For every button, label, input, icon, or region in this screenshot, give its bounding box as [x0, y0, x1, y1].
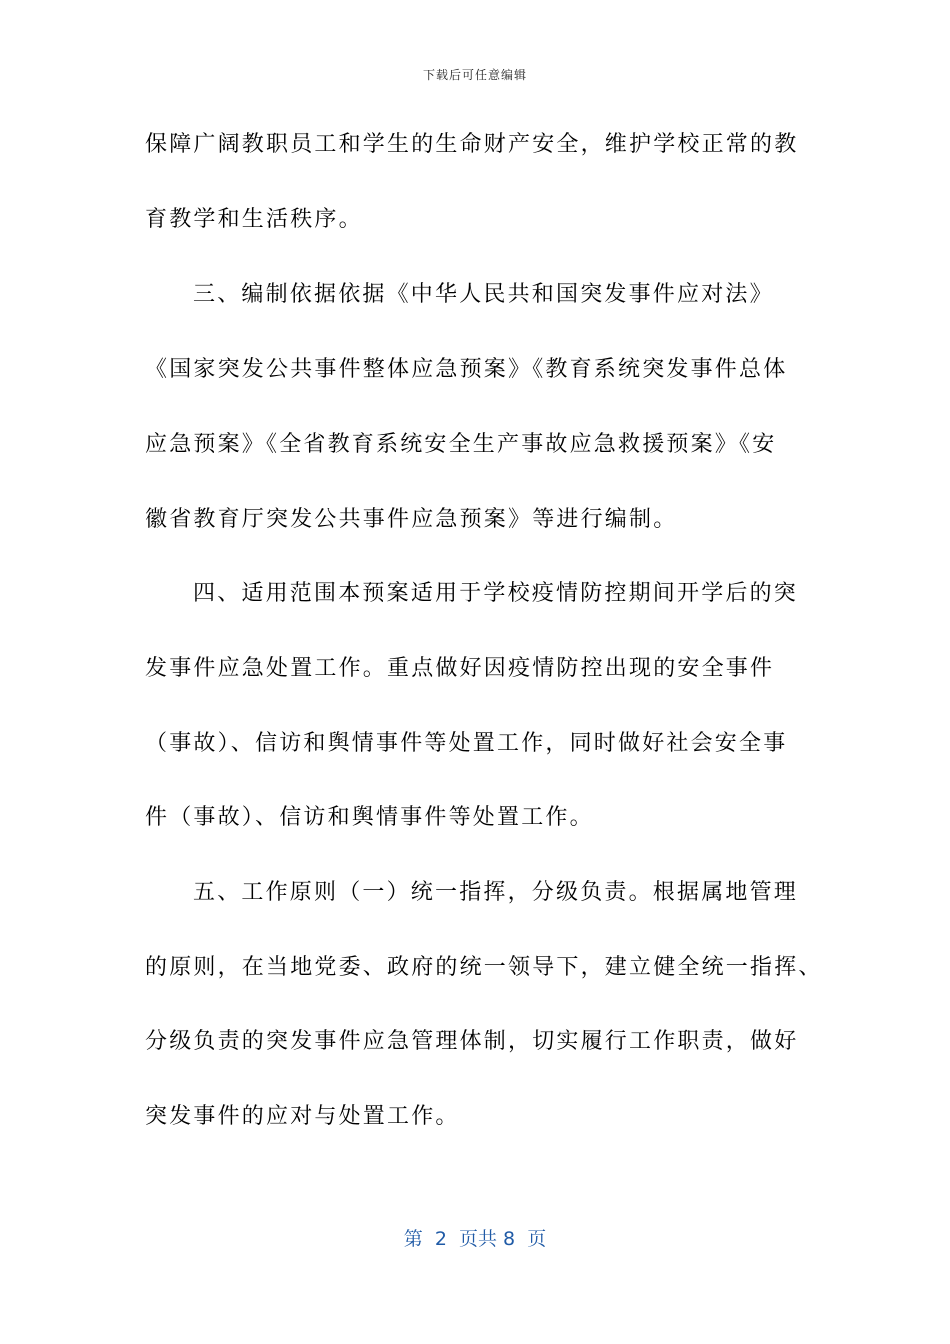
text-line: 突发事件的应对与处置工作。	[145, 1104, 460, 1129]
text-line: 徽省教育厅突发公共事件应急预案》等进行编制。	[145, 507, 678, 532]
text-line: 保障广阔教职员工和学生的生命财产安全，维护学校正常的教	[145, 132, 799, 157]
text-line: 件（事故）、信访和舆情事件等处置工作。	[145, 805, 594, 830]
page-number-footer: 第 2 页共 8 页	[403, 1228, 547, 1250]
text-line: 《国家突发公共事件整体应急预案》《教育系统突发事件总体	[145, 357, 788, 382]
text-line: 育教学和生活秩序。	[145, 207, 363, 232]
section-heading-line: 三、编制依据依据《中华人民共和国突发事件应对法》	[193, 282, 774, 307]
section-heading-line: 五、工作原则（一）统一指挥，分级负责。根据属地管理	[193, 880, 799, 905]
text-line: 应急预案》《全省教育系统安全生产事故应急救援预案》《安	[145, 432, 777, 457]
text-line: 发事件应急处置工作。重点做好因疫情防控出现的安全事件	[145, 656, 775, 681]
text-line: 分级负责的突发事件应急管理体制，切实履行工作职责，做好	[145, 1029, 799, 1054]
page-header: 下载后可任意编辑	[422, 68, 527, 82]
text-line: （事故）、信访和舆情事件等处置工作，同时做好社会安全事	[145, 731, 788, 756]
section-heading-line: 四、适用范围本预案适用于学校疫情防控期间开学后的突	[193, 581, 799, 606]
text-line: 的原则，在当地党委、政府的统一领导下，建立健全统一指挥、	[145, 955, 823, 980]
